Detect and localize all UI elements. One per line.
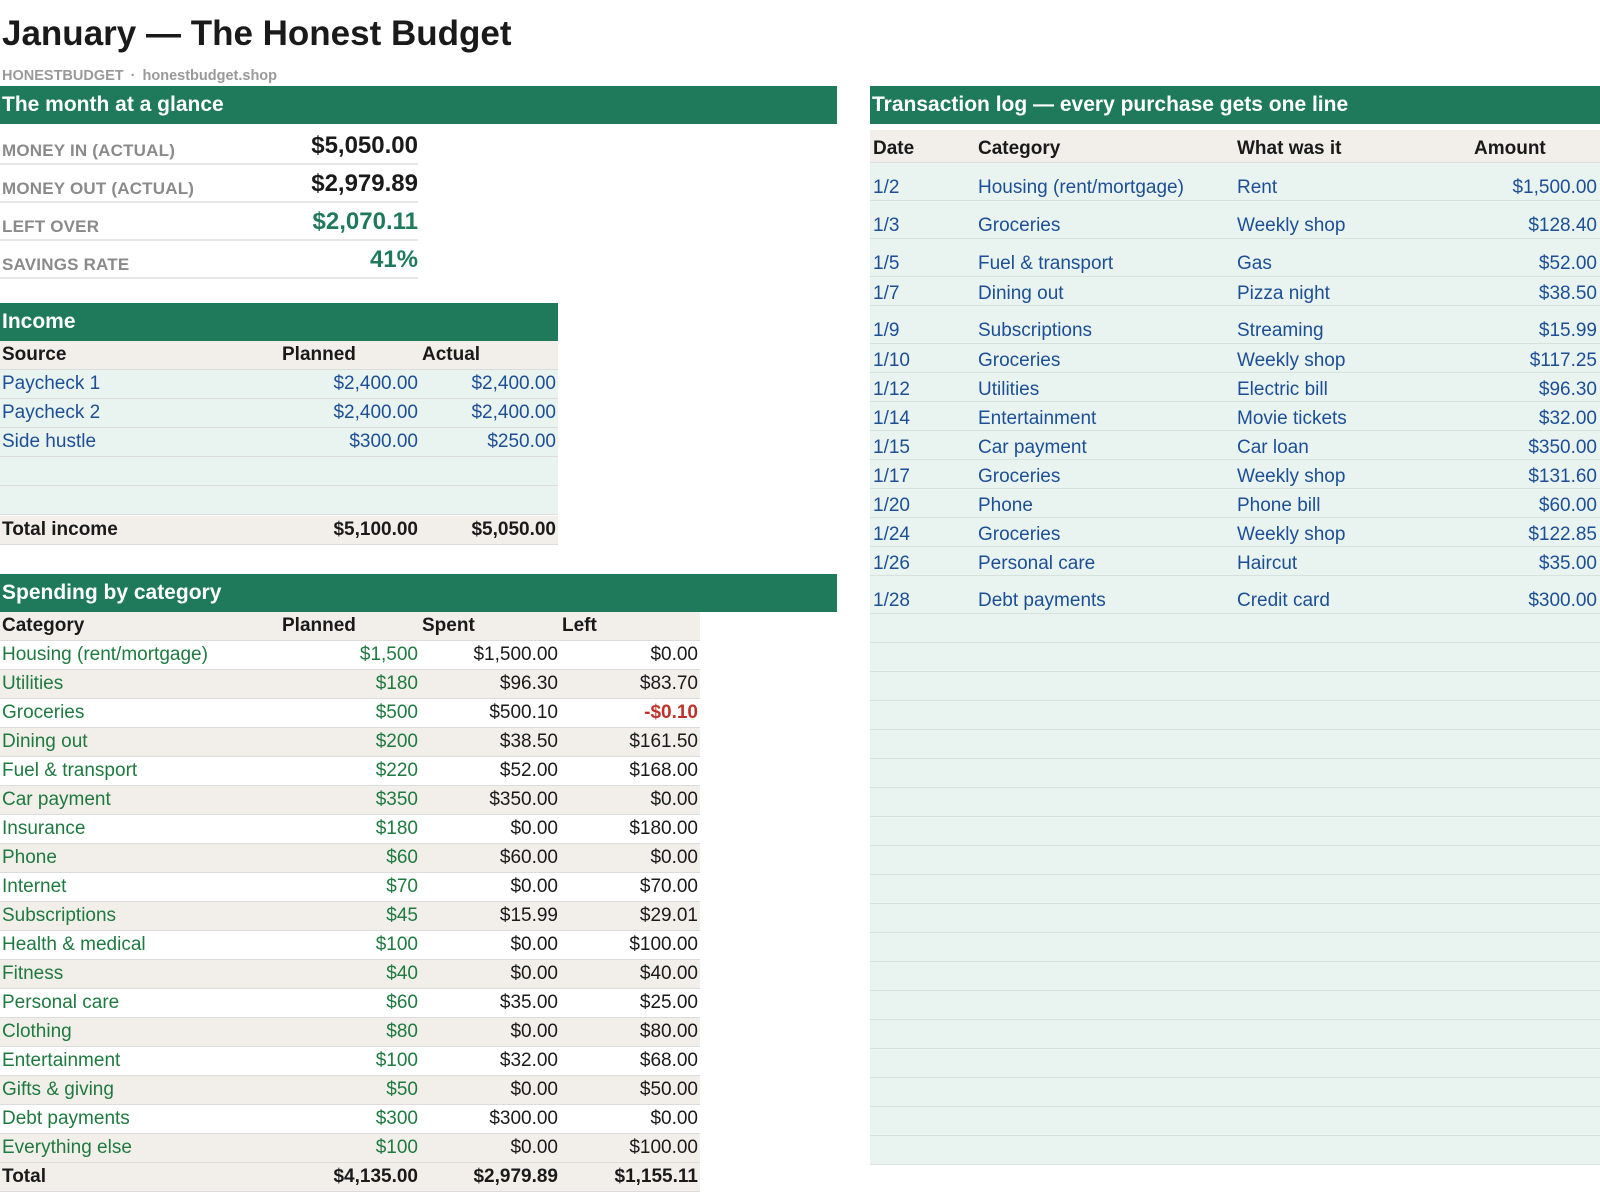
spending-spent: $0.00 — [510, 876, 558, 897]
glance-label: LEFT OVER — [2, 217, 100, 236]
transaction-empty-row — [870, 643, 1600, 672]
income-source: Side hustle — [2, 431, 97, 452]
glance-value: 41% — [369, 246, 418, 273]
spending-category: Everything else — [2, 1137, 132, 1158]
income-col-planned: Planned — [282, 344, 356, 365]
tx-category: Groceries — [978, 524, 1061, 545]
spending-planned: $100 — [375, 1050, 418, 1071]
spending-planned: $70 — [386, 876, 418, 897]
spending-left: $100.00 — [629, 1137, 698, 1158]
spending-category: Fitness — [2, 963, 64, 984]
transaction-empty-row — [870, 1049, 1600, 1078]
income-actual: $2,400.00 — [471, 402, 556, 423]
spending-category: Entertainment — [2, 1050, 121, 1071]
spending-header-row — [0, 612, 700, 641]
spending-planned: $180 — [375, 673, 418, 694]
spending-spent: $38.50 — [499, 731, 558, 752]
income-row — [0, 399, 558, 428]
spending-row — [0, 1047, 700, 1076]
spending-left: $50.00 — [639, 1079, 698, 1100]
income-planned: $2,400.00 — [333, 402, 418, 423]
spending-spent: $0.00 — [510, 818, 558, 839]
glance-row — [0, 244, 418, 279]
income-planned: $2,400.00 — [333, 373, 418, 394]
tx-category: Fuel & transport — [978, 253, 1114, 274]
spending-row — [0, 931, 700, 960]
spending-left: $161.50 — [629, 731, 698, 752]
glance-row — [0, 168, 418, 203]
income-row — [0, 457, 558, 486]
glance-value: $5,050.00 — [311, 132, 418, 159]
tx-what: Credit card — [1237, 590, 1330, 611]
transaction-empty-row — [870, 614, 1600, 643]
spending-planned: $60 — [386, 992, 418, 1013]
transactions-header-row — [870, 130, 1600, 163]
transaction-empty-row — [870, 1107, 1600, 1136]
tx-what: Weekly shop — [1237, 215, 1346, 236]
transaction-row — [870, 306, 1600, 344]
tx-what: Weekly shop — [1237, 466, 1346, 487]
transaction-empty-row — [870, 991, 1600, 1020]
spending-row — [0, 641, 700, 670]
tx-date: 1/3 — [873, 215, 900, 236]
spending-category: Dining out — [2, 731, 88, 752]
spending-planned: $50 — [386, 1079, 418, 1100]
spending-left: $25.00 — [639, 992, 698, 1013]
income-total-actual: $5,050.00 — [471, 519, 556, 540]
tx-category: Groceries — [978, 466, 1061, 487]
tx-what: Phone bill — [1237, 495, 1321, 516]
tx-date: 1/26 — [873, 553, 910, 574]
spending-row — [0, 757, 700, 786]
tx-date: 1/7 — [873, 283, 900, 304]
tx-what: Gas — [1237, 253, 1272, 274]
spending-col-left: Left — [562, 615, 597, 636]
spending-planned: $200 — [375, 731, 418, 752]
spending-spent: $500.10 — [489, 702, 558, 723]
transaction-row — [870, 547, 1600, 576]
income-total-row — [0, 516, 558, 545]
spending-heading: Spending by category — [0, 574, 837, 612]
income-header-row — [0, 341, 558, 370]
spending-planned: $350 — [375, 789, 418, 810]
tx-date: 1/9 — [873, 320, 900, 341]
spending-row — [0, 699, 700, 728]
spending-col-spent: Spent — [422, 615, 475, 636]
tx-date: 1/5 — [873, 253, 900, 274]
spending-planned: $100 — [375, 934, 418, 955]
tx-category: Debt payments — [978, 590, 1106, 611]
tx-date: 1/20 — [873, 495, 910, 516]
spending-planned: $60 — [386, 847, 418, 868]
transaction-row — [870, 431, 1600, 460]
spending-total-row — [0, 1163, 700, 1192]
transaction-empty-row — [870, 817, 1600, 846]
site-link[interactable]: honestbudget.shop — [142, 68, 278, 84]
tx-what: Car loan — [1237, 437, 1309, 458]
tx-what: Electric bill — [1237, 379, 1328, 400]
tx-category: Groceries — [978, 350, 1061, 371]
transaction-empty-row — [870, 1078, 1600, 1107]
glance-value: $2,979.89 — [311, 170, 418, 197]
spending-row — [0, 873, 700, 902]
tx-amount: $117.25 — [1529, 350, 1597, 371]
spending-total-left: $1,155.11 — [614, 1166, 698, 1187]
spending-left: $0.00 — [650, 789, 698, 810]
spending-category: Gifts & giving — [2, 1079, 114, 1100]
transaction-row — [870, 489, 1600, 518]
tx-date: 1/24 — [873, 524, 910, 545]
spending-left: $40.00 — [639, 963, 698, 984]
spending-spent: $52.00 — [499, 760, 558, 781]
spending-spent: $60.00 — [499, 847, 558, 868]
glance-heading: The month at a glance — [0, 86, 837, 124]
transaction-row — [870, 239, 1600, 277]
transaction-empty-row — [870, 962, 1600, 991]
spending-left: $83.70 — [639, 673, 698, 694]
tx-date: 1/28 — [873, 590, 910, 611]
spending-category: Personal care — [2, 992, 120, 1013]
transaction-empty-row — [870, 788, 1600, 817]
spending-planned: $80 — [386, 1021, 418, 1042]
page-subtitle — [2, 68, 277, 84]
tx-col-category: Category — [978, 138, 1061, 159]
spending-category: Utilities — [2, 673, 64, 694]
transaction-empty-row — [870, 701, 1600, 730]
tx-amount: $35.00 — [1538, 553, 1597, 574]
transaction-row — [870, 373, 1600, 402]
tx-category: Groceries — [978, 215, 1061, 236]
spending-category: Clothing — [2, 1021, 72, 1042]
spending-left: $70.00 — [639, 876, 698, 897]
spending-row — [0, 960, 700, 989]
spending-left: $180.00 — [629, 818, 698, 839]
spending-col-category: Category — [2, 615, 85, 636]
tx-amount: $32.00 — [1538, 408, 1597, 429]
spending-row — [0, 1105, 700, 1134]
spending-row — [0, 902, 700, 931]
tx-amount: $96.30 — [1538, 379, 1597, 400]
tx-category: Dining out — [978, 283, 1064, 304]
tx-what: Weekly shop — [1237, 524, 1346, 545]
transaction-empty-row — [870, 730, 1600, 759]
spending-planned: $45 — [386, 905, 418, 926]
transaction-empty-row — [870, 875, 1600, 904]
income-source: Paycheck 2 — [2, 402, 101, 423]
spending-left: $100.00 — [629, 934, 698, 955]
spending-row — [0, 1134, 700, 1163]
spending-row — [0, 815, 700, 844]
spending-category: Groceries — [2, 702, 85, 723]
spending-total-label: Total — [2, 1166, 46, 1187]
spending-category: Subscriptions — [2, 905, 117, 926]
page-title: January — The Honest Budget — [2, 14, 512, 53]
income-source: Paycheck 1 — [2, 373, 101, 394]
transaction-empty-row — [870, 904, 1600, 933]
tx-date: 1/10 — [873, 350, 910, 371]
spending-planned: $1,500 — [359, 644, 418, 665]
transaction-empty-row — [870, 1136, 1600, 1165]
tx-date: 1/12 — [873, 379, 910, 400]
spending-spent: $350.00 — [489, 789, 558, 810]
spending-category: Phone — [2, 847, 57, 868]
spending-row — [0, 670, 700, 699]
spending-left: $68.00 — [639, 1050, 698, 1071]
brand-name: HONESTBUDGET — [2, 68, 124, 84]
income-row — [0, 370, 558, 399]
income-heading: Income — [0, 303, 558, 341]
spending-row — [0, 786, 700, 815]
income-col-source: Source — [2, 344, 67, 365]
glance-row — [0, 206, 418, 241]
tx-amount: $131.60 — [1528, 466, 1597, 487]
spending-total-spent: $2,979.89 — [473, 1166, 558, 1187]
glance-label: SAVINGS RATE — [2, 255, 130, 274]
transaction-row — [870, 402, 1600, 431]
spending-spent: $96.30 — [499, 673, 558, 694]
spending-row — [0, 844, 700, 873]
income-planned: $300.00 — [349, 431, 418, 452]
tx-amount: $60.00 — [1538, 495, 1597, 516]
tx-amount: $300.00 — [1528, 590, 1597, 611]
transaction-row — [870, 518, 1600, 547]
transaction-empty-row — [870, 846, 1600, 875]
transaction-empty-row — [870, 672, 1600, 701]
spending-spent: $0.00 — [510, 1137, 558, 1158]
spending-category: Car payment — [2, 789, 111, 810]
spending-planned: $300 — [375, 1108, 418, 1129]
spending-spent: $32.00 — [499, 1050, 558, 1071]
tx-category: Car payment — [978, 437, 1087, 458]
spending-spent: $0.00 — [510, 1021, 558, 1042]
spending-category: Debt payments — [2, 1108, 130, 1129]
spending-left: $168.00 — [629, 760, 698, 781]
glance-row — [0, 130, 418, 165]
spending-left: $0.00 — [650, 847, 698, 868]
glance-value: $2,070.11 — [312, 208, 418, 235]
tx-date: 1/17 — [873, 466, 910, 487]
income-total-label: Total income — [2, 519, 118, 540]
transaction-row — [870, 201, 1600, 239]
transaction-empty-row — [870, 759, 1600, 788]
spending-spent: $0.00 — [510, 963, 558, 984]
tx-category: Utilities — [978, 379, 1040, 400]
spending-category: Fuel & transport — [2, 760, 138, 781]
tx-amount: $38.50 — [1538, 283, 1597, 304]
spending-row — [0, 989, 700, 1018]
tx-amount: $15.99 — [1538, 320, 1597, 341]
spending-planned: $40 — [386, 963, 418, 984]
spending-category: Internet — [2, 876, 67, 897]
tx-category: Phone — [978, 495, 1033, 516]
transaction-row — [870, 344, 1600, 373]
income-actual: $250.00 — [487, 431, 556, 452]
tx-what: Movie tickets — [1237, 408, 1347, 429]
spending-spent: $0.00 — [510, 1079, 558, 1100]
income-row — [0, 428, 558, 457]
tx-amount: $1,500.00 — [1512, 177, 1597, 198]
spending-left: $29.01 — [639, 905, 698, 926]
separator: · — [130, 68, 136, 84]
tx-col-amount: Amount — [1474, 138, 1546, 159]
spending-row — [0, 1076, 700, 1105]
tx-category: Entertainment — [978, 408, 1097, 429]
spending-total-planned: $4,135.00 — [333, 1166, 418, 1187]
spending-row — [0, 1018, 700, 1047]
spending-spent: $300.00 — [489, 1108, 558, 1129]
spending-spent: $35.00 — [499, 992, 558, 1013]
tx-date: 1/14 — [873, 408, 910, 429]
tx-amount: $350.00 — [1528, 437, 1597, 458]
tx-what: Weekly shop — [1237, 350, 1346, 371]
income-actual: $2,400.00 — [471, 373, 556, 394]
spending-category: Health & medical — [2, 934, 146, 955]
tx-what: Streaming — [1237, 320, 1324, 341]
spending-planned: $220 — [375, 760, 418, 781]
tx-amount: $52.00 — [1538, 253, 1597, 274]
tx-date: 1/15 — [873, 437, 910, 458]
transactions-heading: Transaction log — every purchase gets one line — [870, 86, 1600, 124]
tx-what: Rent — [1237, 177, 1278, 198]
spending-spent: $0.00 — [510, 934, 558, 955]
glance-label: MONEY OUT (ACTUAL) — [2, 179, 195, 198]
tx-what: Pizza night — [1237, 283, 1330, 304]
spending-planned: $500 — [375, 702, 418, 723]
tx-what: Haircut — [1237, 553, 1298, 574]
transaction-row — [870, 163, 1600, 201]
spending-category: Insurance — [2, 818, 86, 839]
spending-col-planned: Planned — [282, 615, 356, 636]
tx-amount: $122.85 — [1528, 524, 1597, 545]
transaction-empty-row — [870, 933, 1600, 962]
tx-category: Subscriptions — [978, 320, 1093, 341]
tx-category: Personal care — [978, 553, 1096, 574]
spending-left: $0.00 — [650, 644, 698, 665]
income-row — [0, 486, 558, 515]
tx-category: Housing (rent/mortgage) — [978, 177, 1184, 198]
income-col-actual: Actual — [422, 344, 481, 365]
spending-spent: $1,500.00 — [473, 644, 558, 665]
transaction-empty-row — [870, 1020, 1600, 1049]
transaction-row — [870, 277, 1600, 306]
spending-left: -$0.10 — [644, 702, 698, 723]
tx-date: 1/2 — [873, 177, 900, 198]
spending-planned: $180 — [375, 818, 418, 839]
spending-category: Housing (rent/mortgage) — [2, 644, 208, 665]
spending-row — [0, 728, 700, 757]
spending-left: $0.00 — [650, 1108, 698, 1129]
tx-col-date: Date — [873, 138, 915, 159]
spending-spent: $15.99 — [499, 905, 558, 926]
transaction-row — [870, 576, 1600, 614]
tx-col-what: What was it — [1237, 138, 1342, 159]
income-total-planned: $5,100.00 — [333, 519, 418, 540]
spending-planned: $100 — [375, 1137, 418, 1158]
transaction-row — [870, 460, 1600, 489]
glance-label: MONEY IN (ACTUAL) — [2, 141, 176, 160]
tx-amount: $128.40 — [1528, 215, 1597, 236]
spending-left: $80.00 — [639, 1021, 698, 1042]
